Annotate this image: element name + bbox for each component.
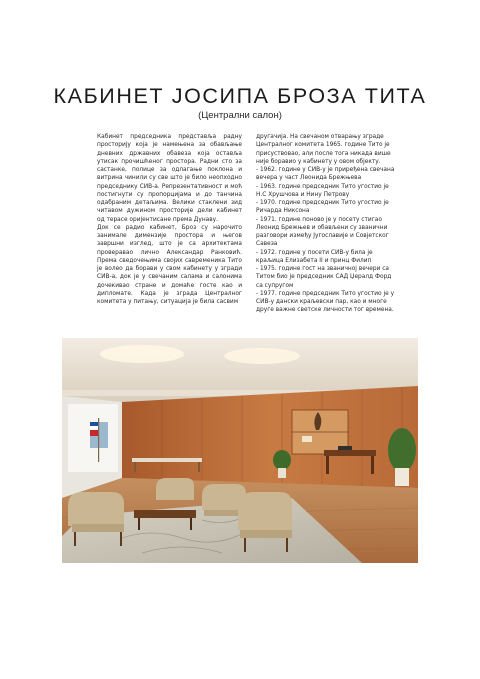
body-text-right-column: другачија. На свечаном отварању зграде Централног комитета 1965. године Тито је присуствовао, али после тога никада више није боравио у кабинету у овом објекту. - 1962. године у СИВ-у је приређена свечана вечера у част Леонида Брежњева - 1963. године председник Тито угостио је Н.С Хрушчова и Нину Петрову - 1970. године председник Тито угостио је Ричарда Никсона - 1971. године поново је у посету стигао Леонид Брежњев и обављени су званични разговори између Југославије и Совјетског Савеза - 1972. године у посети СИВ-у била је краљица Елизабета II и принц Филип - 1975. године гост на званичној вечери са Титом био је председник САД Џералд Форд са супругом - 1977. године председник Тито угостио је у СИВ-у дански краљевски пар, као и многе друге важне светске личности тог времена. [256, 134, 395, 314]
interior-photo-illustration [62, 338, 418, 563]
interior-photo [62, 338, 418, 563]
page-title: КАБИНЕТ ЈОСИПА БРОЗА ТИТА [53, 84, 427, 108]
page-subtitle: (Централни салон) [198, 110, 282, 121]
body-text-left-column: Кабинет председника представља радну просторију која је намењена за обављање дневних државних обавеза која оставља утисак прочишћеног простора. Радни сто за састанке, полице за одлагање поклона и витрина чинили су све што је било неопходно председнику СИВ-а. Репрезентативност и моћ постигнути су пропорцијама и до танчина одабраним детаљима. Велики стаклени зид читавом дужином просторије дели кабинет од терасе оријентисане према Дунаву. Док се радио кабинет, Броз су нарочито занимале димензије простора и његов завршни изглед, што је са архитектама проверавао лично Александар Ранковић. Према сведочењима својих савременика Тито је волео да борави у свом кабинету у згради СИВ-а, док је у свечаним салама и салонима дочекивао стране и домаће госте као и дипломате. Када је зграда Централног комитета у питању, ситуација је била сасвим [97, 134, 242, 305]
